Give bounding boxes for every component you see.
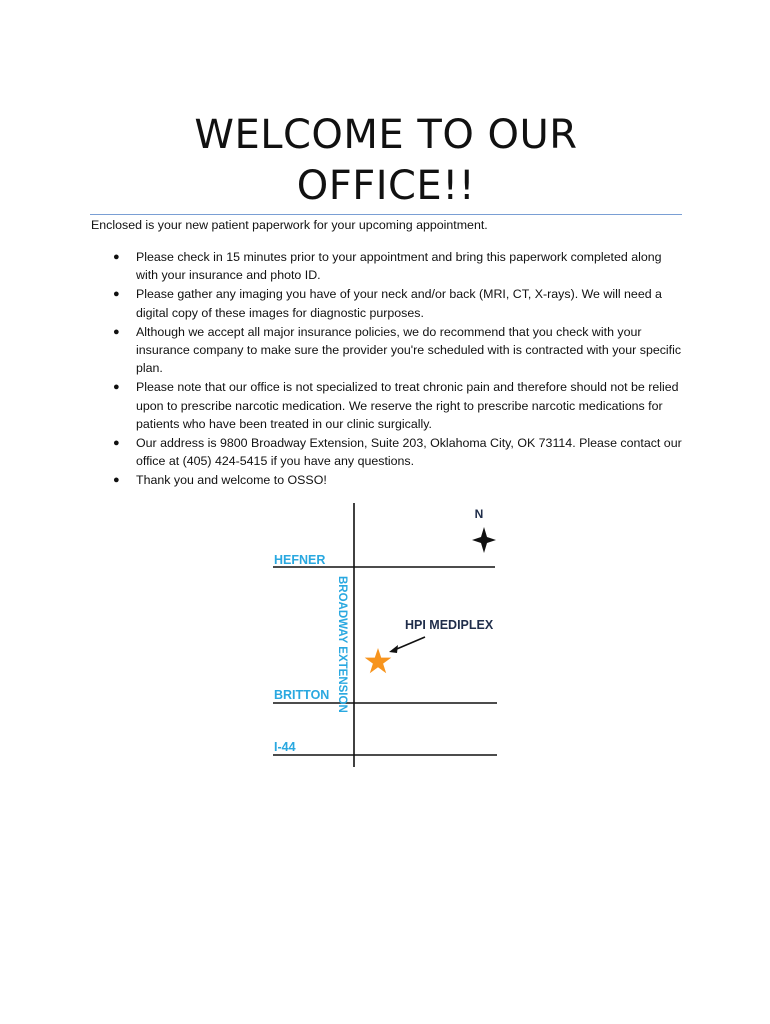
instructions-list <box>113 248 685 491</box>
list-item-text: Please check in 15 minutes prior to your appointment and bring this paperwork completed along with your insurance and photo ID. <box>136 250 662 283</box>
bullet-icon: ● <box>113 474 120 487</box>
hefner-label: HEFNER <box>274 553 326 567</box>
location-map <box>265 500 505 775</box>
destination-label: HPI MEDIPLEX <box>405 618 494 632</box>
title-line-1: WELCOME TO OUR <box>194 112 578 158</box>
bullet-icon: ● <box>113 288 120 301</box>
star-icon <box>365 648 392 673</box>
list-item <box>113 434 685 470</box>
bullet-icon: ● <box>113 251 120 263</box>
list-item <box>113 323 685 378</box>
compass-icon <box>472 527 496 553</box>
britton-label: BRITTON <box>274 688 330 702</box>
list-item <box>113 248 685 284</box>
list-item <box>113 471 685 489</box>
broadway-label: BROADWAY EXTENSION <box>336 576 348 713</box>
bullet-icon: ● <box>113 437 120 450</box>
intro-text: Enclosed is your new patient paperwork for your upcoming appointment. <box>91 218 488 232</box>
list-item-text: Although we accept all major insurance policies, we do recommend that you check with your insurance company to make sure the provider you're scheduled with is contracted with your specific plan. <box>136 324 682 376</box>
north-label: N <box>474 507 484 521</box>
list-item-text: Thank you and welcome to OSSO! <box>136 473 327 488</box>
list-item <box>113 285 685 321</box>
title-line-2: OFFICE!! <box>296 163 476 209</box>
list-item-text: Please note that our office is not specialized to treat chronic pain and therefore should not be relied upon to prescribe narcotic medication. We reserve the right to prescribe narcotic medications for patients who have been treated in our clinic surgically. <box>136 380 679 431</box>
list-item <box>113 378 685 433</box>
page-title <box>90 110 682 212</box>
title-divider <box>90 214 682 215</box>
bullet-icon: ● <box>113 325 120 338</box>
list-item-text: Please gather any imaging you have of your neck and/or back (MRI, CT, X-rays). We will need a digital copy of these images for diagnostic purposes. <box>136 287 662 320</box>
bullet-icon: ● <box>113 381 120 394</box>
list-item-text: Our address is 9800 Broadway Extension, Suite 203, Oklahoma City, OK 73114. Please contact our office at (405) 424-5415 if you have any questions. <box>136 436 682 469</box>
i44-label: I-44 <box>274 740 296 754</box>
arrow-head-icon <box>389 645 398 653</box>
